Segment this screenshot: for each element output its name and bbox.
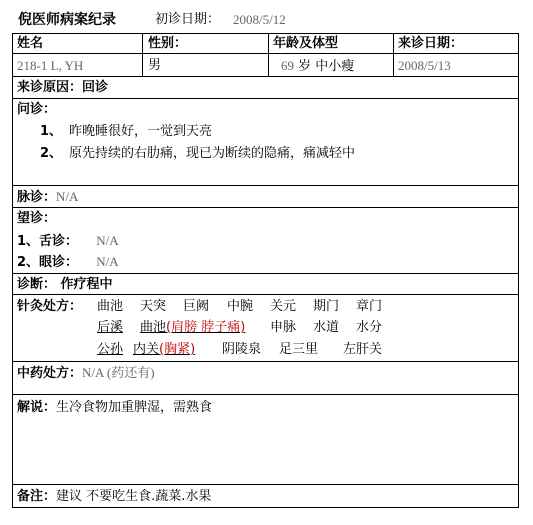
observation-title: 望诊： bbox=[17, 211, 57, 226]
age-number: 69 bbox=[281, 58, 294, 73]
acupoint: 左肝关 bbox=[343, 342, 383, 357]
acupuncture-label: 针灸处方： bbox=[17, 299, 83, 314]
divider bbox=[12, 484, 519, 485]
divider bbox=[393, 33, 394, 77]
pulse-row bbox=[17, 189, 78, 206]
divider bbox=[12, 207, 519, 208]
visit-date: 2008/5/13 bbox=[398, 58, 451, 73]
pulse-label: 脉诊： bbox=[17, 190, 57, 205]
acupoint: 中腕 bbox=[227, 299, 254, 314]
acupoint: 期门 bbox=[313, 299, 340, 314]
visit-reason: 来诊原因：回诊 bbox=[17, 80, 109, 95]
pulse-value: N/A bbox=[56, 189, 79, 204]
explanation-row bbox=[17, 400, 212, 416]
record-title: 倪医师病案纪录 bbox=[18, 12, 116, 28]
divider bbox=[12, 98, 519, 99]
acupoint-name: 内关 bbox=[133, 342, 160, 357]
first-visit-date: 2008/5/12 bbox=[233, 12, 286, 27]
acupoint: 阴陵泉 bbox=[222, 342, 262, 357]
divider bbox=[12, 273, 519, 274]
acupoint: 后溪 bbox=[97, 320, 124, 335]
acupoint: 天突 bbox=[140, 299, 167, 314]
name-label: 姓名 bbox=[17, 36, 44, 51]
notes-text: 建议 不要吃生食.蔬菜.水果 bbox=[56, 489, 212, 504]
explanation-label: 解说： bbox=[17, 400, 57, 415]
divider bbox=[268, 33, 269, 77]
notes-row bbox=[17, 489, 211, 505]
acupoint: 申脉 bbox=[270, 320, 297, 335]
inquiry-item-text: 昨晚睡很好，一觉到天亮 bbox=[69, 124, 213, 139]
eye-label: 2、眼诊： bbox=[17, 255, 79, 270]
herbal-value: N/A (药还有) bbox=[82, 365, 155, 380]
inquiry-item-num: 1、 bbox=[40, 124, 63, 139]
divider bbox=[12, 361, 519, 362]
first-visit-label: 初诊日期： bbox=[155, 12, 221, 27]
divider bbox=[12, 76, 519, 77]
inquiry-item-num: 2、 bbox=[40, 146, 63, 161]
acupoint: 水道 bbox=[313, 320, 340, 335]
acupoint: 巨阙 bbox=[183, 299, 210, 314]
acupoint: 章门 bbox=[356, 299, 383, 314]
patient-sex: 男 bbox=[148, 58, 162, 73]
divider bbox=[12, 394, 519, 395]
divider bbox=[12, 294, 519, 295]
eye-value: N/A bbox=[96, 254, 119, 269]
acupoint bbox=[140, 320, 245, 336]
inquiry-item-text: 原先持续的右肋痛，现已为断续的隐痛，痛减轻中 bbox=[69, 146, 356, 161]
acupoint: 足三里 bbox=[279, 342, 319, 357]
tongue-value: N/A bbox=[96, 233, 119, 248]
divider bbox=[142, 33, 143, 77]
explanation-text: 生冷食物加重脾湿，需熟食 bbox=[56, 400, 213, 415]
visit-date-label: 来诊日期： bbox=[398, 36, 464, 51]
inquiry-title: 问诊： bbox=[17, 102, 57, 117]
patient-age bbox=[281, 58, 354, 75]
herbal-row bbox=[17, 365, 155, 382]
eye-row bbox=[17, 254, 119, 271]
sex-label: 性别： bbox=[148, 36, 188, 51]
tongue-label: 1、舌诊： bbox=[17, 234, 79, 249]
acupoint: 关元 bbox=[270, 299, 297, 314]
notes-label: 备注： bbox=[17, 489, 57, 504]
acupoint-note: (肩膀 脖子痛) bbox=[166, 320, 246, 335]
divider bbox=[12, 185, 519, 186]
acupoint-note: (胸紧) bbox=[159, 342, 196, 357]
acupoint-name: 曲池 bbox=[140, 320, 167, 335]
diagnosis: 诊断： 作疗程中 bbox=[17, 277, 113, 292]
tongue-row bbox=[17, 233, 119, 250]
acupoint: 公孙 bbox=[97, 342, 124, 357]
herbal-label: 中药处方： bbox=[17, 366, 83, 381]
patient-name: 218-1 L, YH bbox=[17, 58, 84, 73]
age-label: 年龄及体型 bbox=[273, 36, 339, 51]
acupoint bbox=[133, 342, 195, 358]
divider bbox=[12, 53, 519, 54]
age-body-type: 岁 中小瘦 bbox=[298, 59, 355, 74]
acupoint: 水分 bbox=[356, 320, 383, 335]
acupoint: 曲池 bbox=[97, 299, 124, 314]
